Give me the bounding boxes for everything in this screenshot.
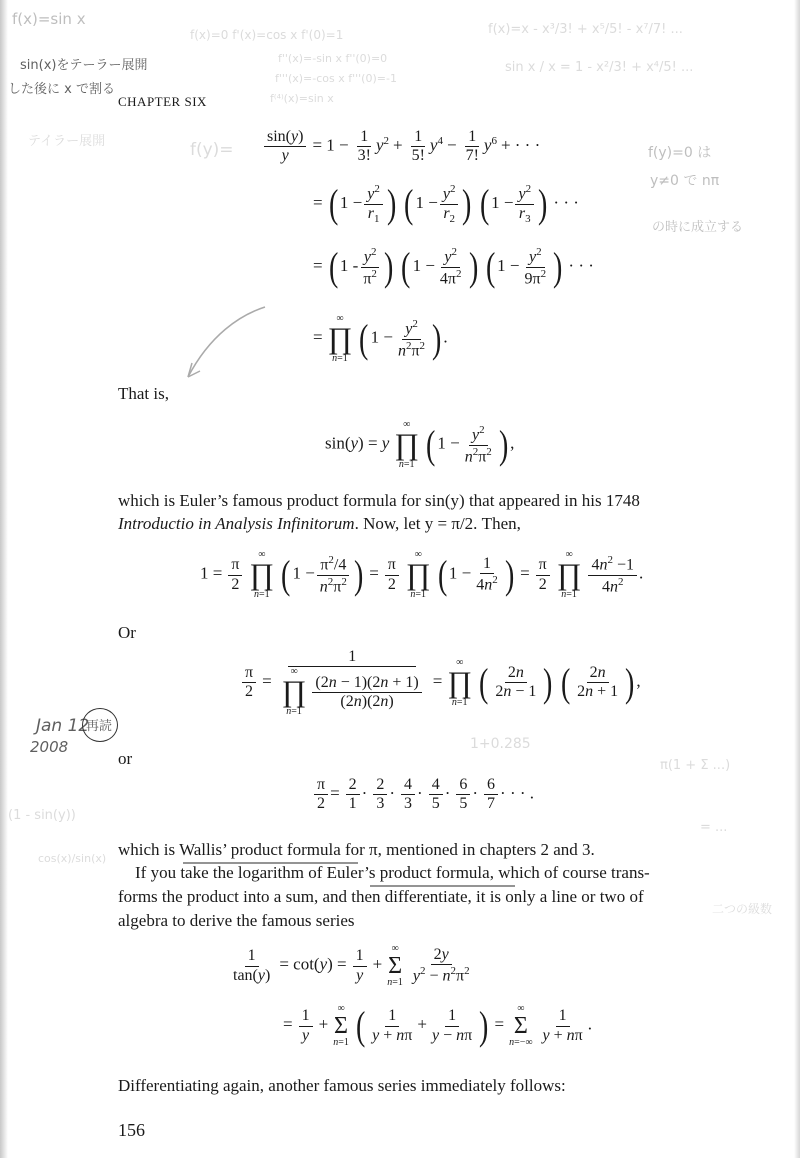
- handwritten-date: Jan 12: [36, 716, 90, 736]
- text-paragraph-line1: If you take the logarithm of Euler’s product formula, which of course trans-: [135, 863, 650, 882]
- handwritten-note: cos(x)/sin(x): [38, 852, 107, 865]
- text-or-1: Or: [118, 623, 136, 642]
- handwritten-note: f(x)=sin x: [12, 10, 86, 28]
- handwritten-note: の時に成立する: [652, 220, 744, 235]
- page-number: 156: [118, 1120, 145, 1140]
- handwritten-note: f(x)=0 f'(x)=cos x f'(0)=1: [190, 28, 344, 42]
- text-euler-line2: [118, 513, 521, 535]
- equation-pi-roots: = ( 1 - $\frac{y^2}{\pi^2}$ ) ( 1 − $\frac{y^2}{4\pi^2}$ ) ( 1 − $\frac{y^2}{9\pi^2}$ ) · · ·: [313, 244, 594, 290]
- handwritten-note: sin(x)をテーラー展開: [20, 58, 148, 73]
- text-wallis: which is Wallis’ product formula for π, mentioned in chapters 2 and 3.: [118, 840, 595, 859]
- scan-edge-right: [794, 0, 800, 1158]
- handwritten-note: y≠0 で nπ: [650, 173, 720, 189]
- text-book-title: Introductio in Analysis Infinitorum: [118, 514, 355, 533]
- equation-roots: = ( 1 − $\frac{y^2}{r_1}$ ) ( 1 − $\frac{y^2}{r_2}$ ) ( 1 − $\frac{y^2}{r_3}$ ) · · ·: [313, 181, 579, 227]
- handwritten-note: π(1 + Σ ...): [660, 758, 731, 773]
- handwritten-note: 二つの級数: [712, 902, 773, 916]
- handwritten-note: f''(x)=-sin x f''(0)=0: [278, 52, 388, 65]
- text-paragraph-line3: algebra to derive the famous series: [118, 911, 355, 930]
- handwritten-note: f'''(x)=-cos x f'''(0)=-1: [275, 72, 397, 85]
- handwritten-date: 2008: [30, 738, 69, 756]
- handwritten-note: した後に x で割る: [8, 82, 115, 97]
- handwritten-note: 1+0.285: [470, 736, 531, 752]
- equation-wallis: $\frac{\pi}{2}$ = $\frac{2}{1}$ · $\frac{2}{3}$ · $\frac{4}{3}$ · $\frac{4}{5}$ · $\frac{6}{5}$ · $\frac{6}{7}$ · · · .: [312, 776, 534, 814]
- equation-product: = ∞ ∏ n=1 ( 1 − $\frac{y^2}{n^2\pi^2}$ ) .: [313, 313, 448, 364]
- handwritten-note: f(x)=x - x³/3! + x⁵/5! - x⁷/7! ...: [488, 22, 683, 37]
- pencil-arrow-icon: [170, 285, 280, 395]
- handwritten-note: f(y)=0 は: [648, 145, 712, 161]
- text-euler-line2-rest: . Now, let y = π/2. Then,: [354, 514, 521, 533]
- handwritten-note: sin x / x = 1 - x²/3! + x⁴/5! ...: [505, 60, 694, 75]
- text-or-2: or: [118, 749, 133, 768]
- handwritten-note: f⁽⁴⁾(x)=sin x: [270, 92, 334, 105]
- handwritten-note: テイラー展開: [28, 134, 106, 149]
- equation-euler-product: sin(y) = y ∞ ∏ n=1 ( 1 − $\frac{y^2}{n^2\pi^2}$ ) ,: [325, 419, 515, 470]
- equation-taylor: $\frac{\sin(y)}{y}$ = 1 − $\frac{1}{3!}$ $y^2$ + $\frac{1}{5!}$ $y^4$ − $\frac{1}{7!}$ $y^6$ + · · ·: [262, 128, 540, 166]
- text-euler-line1: which is Euler’s famous product formula for sin(y) that appeared in his 1748: [118, 491, 640, 510]
- equation-half-pi: 1 = $\frac{\pi}{2}$ ∞ ∏ n=1 ( 1 − $\frac{\pi^2/4}{n^2\pi^2}$ ) = $\frac{\pi}{2}$ ∞ ∏ n=1 ( 1 − $\frac{1}{4n^2}$ ) = $\frac{\pi}{2}$ ∞ ∏ n=1 $\frac{4n^2 -1}{4n^2}$ .: [200, 549, 644, 600]
- scan-edge-left: [0, 0, 8, 1158]
- handwritten-note: = ...: [700, 820, 728, 835]
- handwritten-note: (1 - sin(y)): [8, 808, 76, 823]
- equation-cot-series: $\frac{1}{\tan(y)}$ = cot(y) = $\frac{1}{y}$ + ∞ Σ n=1 $\frac{2y}{y^2 - n^2\pi^2}$: [233, 943, 470, 988]
- handwritten-note: f(y)=: [190, 140, 234, 160]
- handwritten-note: 再読: [86, 719, 113, 734]
- text-final: Differentiating again, another famous series immediately follows:: [118, 1076, 566, 1095]
- equation-cot-partial-fractions: = $\frac{1}{y}$ + ∞ Σ n=1 ( $\frac{1}{y + n\pi}$ + $\frac{1}{y - n\pi}$ ) = ∞ Σ n=−∞ $\frac{1}{y + n\pi}$ .: [283, 1003, 592, 1048]
- equation-pi-over-2: $\frac{\pi}{2}$ = 1 ∞ ∏ n=1 $\frac{(2n - 1)(2n + 1)}{(2n)(2n)}$ = ∞ ∏ n=1 ( $\frac{2n}{2n - 1}$ ) ( $\frac{2n}{2n + 1}$ ) ,: [240, 648, 641, 717]
- running-header: CHAPTER SIX: [118, 94, 207, 109]
- text-that-is: That is,: [118, 384, 169, 403]
- text-paragraph-line2: forms the product into a sum, and then differentiate, it is only a line or two of: [118, 887, 644, 906]
